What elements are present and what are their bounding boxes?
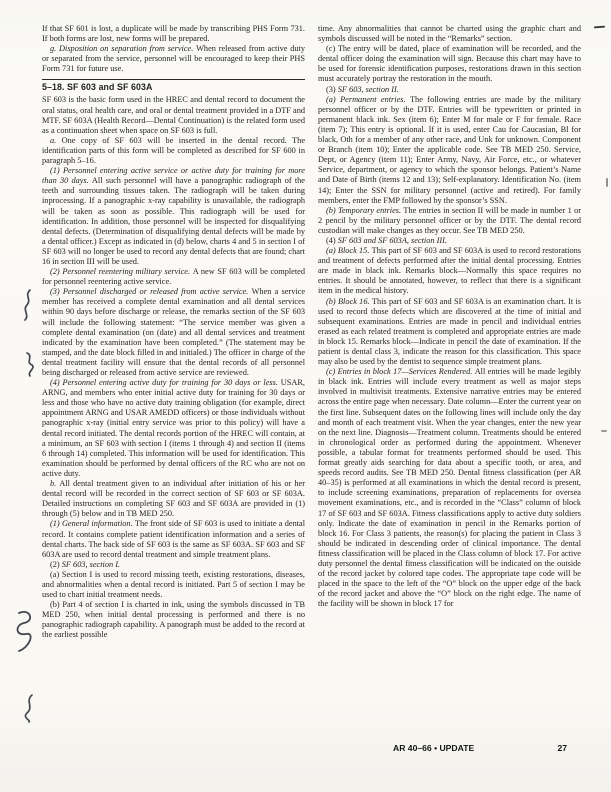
text-run: USAR, ARNG, and members who enter initial active duty for training for 30 days or less and those who have no active duty training obligation (for example, direct appointment ARNG and USAR AMEDD officers) or those individuals without panographic x-ray (initial entry service was prior to this policy) will have a dental record initiated. The dental records portion of the HREC will contain, at a minimum, an SF 603 with section I (items 1 through 4) and section II (items 6 through 14) completed. This information will be used for identification. This examination should be performed by dental officers of the RC who are not on active duty. (42, 378, 305, 478)
paragraph (42, 519, 305, 559)
text-run: The following entries are made by the military personnel officer or by the DTF. Entries will be typewritten or printed in permanent black ink. Sex (item 6); Enter M for male or F for female. Race (item 7); This entry is optional. If it is used, enter Cau for Caucasian, Bl for black, Oth for a member of any other race, and Unk for unknown. Component or Branch (item 10); Enter the applicable code. See TB MED 250. Service, Dept, or Agency (item 11); Enter Army, Navy, Air Force, etc., or whatever Service, department, or agency to which the sponsor belongs. Patient’s Name and Date of Birth (items 12 and 13); Self-explanatory. Identification No. (item 14); Enter the SSN for military personnel (active and retired). For family members, enter the FMP followed by the sponsor’s SSN. (318, 94, 581, 205)
emphasized-text: (2) Personnel reentering military service. (50, 267, 193, 277)
paragraph (318, 367, 581, 609)
footer-publication: AR 40–66 • UPDATE (393, 743, 475, 753)
text-run: This part of SF 603 and SF 603A is used to record restorations and treatment of defects performed after the initial dental processing. Entries are made in black ink. Remarks block—Normally this space requires no entries. It should be annotated, however, to reflect that there is a significant item in the medical history. (318, 246, 582, 296)
emphasized-text: (a) Block 15. (326, 246, 372, 256)
text-run: The front side of SF 603 is used to initiate a dental record. It contains complete patient identification information and a series of dental charts. The back side of SF 603 is the same as SF 603A. SF 603 and SF 603A are used to record dental treatment and simple treatment plans. (42, 519, 306, 559)
paragraph (42, 570, 305, 600)
emphasized-text: SF 603, section II. (337, 84, 399, 94)
section-rule (42, 79, 305, 80)
scan-artifact (606, 178, 608, 187)
paragraph (42, 378, 305, 479)
paragraph (318, 44, 581, 84)
paragraph (42, 479, 305, 519)
paragraph (318, 24, 581, 44)
footer-page-number: 27 (557, 743, 567, 753)
page-footer (0, 743, 611, 757)
text-column-right (318, 24, 581, 641)
paragraph (42, 287, 305, 378)
paragraph (42, 44, 305, 74)
text-run: The entries in section II will be made in number 1 or 2 pencil by the military personnel officer or by the DTF. The dental record custodian will make changes as they occur. See TB MED 250. (318, 205, 581, 235)
paragraph (42, 166, 305, 267)
paragraph (318, 206, 581, 236)
text-run: 5–18. SF 603 and SF 603A (42, 82, 153, 93)
emphasized-text: (a) Permanent entries. (326, 94, 410, 104)
text-run: (c) The entry will be dated, place of examination will be recorded, and the dental officer doing the examination will sign. Because this chart may have to be used for forensic identification purposes, restorations drawn in this section must accurately portray the restoration in the mouth. (318, 44, 581, 84)
text-run: All dental treatment given to an individual after initiation of his or her dental record will be recorded in the correct section of SF 603 or SF 603A. Detailed instructions on completing SF 603 and SF 603A are provided in (1) through (5) below and in TB MED 250. (42, 479, 305, 519)
page-body (42, 24, 581, 641)
text-run: When a service member has received a complete dental examination and all dental services within 90 days before discharge or release, the remarks section of the SF 603 will include the following statement: “The service member was given a complete dental examination (on (date) and all dental services and treatment indicated by the examination have been completed.” (The statement may be stamped, and the date block filled in and initialed.) The officer in charge of the dental treatment facility will ensure that the dental records of all personnel being discharged or released from active service are reviewed. (42, 287, 306, 377)
paragraph (42, 560, 305, 570)
text-run: All such personnel will have a panographic radiograph of the teeth and surrounding tissues taken. The radiograph will be taken during inprocessing. If a panographic x-ray capability is unavailable, the radiograph will be taken as soon as possible. This radiograph will be used for identification. In addition, those personnel will be inspected for disqualifying dental defects. (Determination of disqualifying dental defects will be made by a dental officer.) Except as indicated in (d) below, charts 4 and 5 in section I of SF 603 will no longer be used to record any dental defects that are found; chart 16 in section III will be used. (42, 176, 305, 266)
emphasized-text: SF 603, section I. (61, 559, 121, 569)
paragraph (42, 136, 305, 166)
text-run: One copy of SF 603 will be inserted in the dental record. The identification parts of this form will be completed as described for SF 600 in paragraph 5–16. (42, 135, 305, 166)
emphasized-text: SF 603 and SF 603A, section III. (337, 235, 447, 245)
text-run: time. Any abnormalities that cannot be charted using the graphic chart and symbols discussed will be noted in the “Remarks” section. (318, 24, 581, 44)
scan-artifact (601, 430, 607, 432)
emphasized-text: b. (50, 479, 60, 489)
text-run: A new SF 603 will be completed for personnel reentering active service. (42, 267, 306, 287)
paragraph (42, 600, 305, 640)
ink-scribble-icon (12, 608, 38, 654)
text-run: (2) (50, 559, 62, 569)
emphasized-text: (3) Personnel discharged or released from active service. (50, 287, 252, 297)
text-run: All entries will be made legibly in black ink. Entries will include every treatment as well as major steps involved in multivisit treatments. Extensive narrative entries may be entered across the entire page when necessary. Date column—Enter the current year on the first line. Subsequent dates on the following lines will include only the day and month of each treatment visit. When the year changes, enter the new year on the next line. Diagnosis—Treatment column. Treatments should be entered in chronological order as performed during the appointment. Whenever possible, a tabular format for treatments performed should be used. This format greatly aids searching for data about a specific tooth, or area, and speeds record audits. See TB MED 250. Dental fitness classification (per AR 40–35) is performed at all examinations in which the dental record is present, to include screening examinations, preparation of replacements for oversea movement examinations, etc., and is recorded in the “Class” column of block 17 of SF 603 and SF 603A. Fitness classifications apply to active duty soldiers only. Indicate the date of examination in pencil in the Remarks portion of block 16. For Class 3 patients, the reason(s) for placing the patient in Class 3 should be indicated in descending order of clinical importance. The dental fitness classification will be placed in the Class column of block 17. For active duty personnel the dental fitness classification will be indicated on the outside of the record jacket by colored tape codes. The appropriate tape code will be placed in the space to the left of the “O” block on the upper edge of the back of the record jacket and above the “O” block on the right edge. The name of the facility will be shown in block 17 for (318, 367, 582, 609)
text-run: (3) (326, 84, 338, 94)
text-run: This part of SF 603 and SF 603A is an examination chart. It is used to record those defects which are discovered at the time of initial and subsequent examinations. Entries are made in pencil and individual entries erased as each related treatment is completed and appropriate entries are made in block 15. Remarks block—Indicate in pencil the date of examination. If the patient is dental class 3, indicate the reason for this classification. This space may also be used by the dentist to sequence simple treatment plans. (318, 296, 581, 367)
paragraph (318, 95, 581, 206)
text-run: (b) Part 4 of section I is charted in ink, using the symbols discussed in TB MED 250, when initial dental processing is performed and there is no panographic radiograph capability. A panograph must be added to the record at the earliest possible (42, 600, 305, 640)
paragraph (42, 24, 305, 44)
paragraph (42, 267, 305, 287)
ink-scribble-icon (20, 288, 36, 322)
paragraph (318, 236, 581, 246)
paragraph (318, 85, 581, 95)
section-heading (42, 82, 305, 93)
text-column-left (42, 24, 305, 641)
text-run: (a) Section I is used to record missing teeth, existing restorations, diseases, and abnormalities when a dental record is initiated. Part 5 of section I may be used to chart initial treatment needs. (42, 569, 305, 600)
emphasized-text: g. Disposition on separation from service. (50, 44, 197, 54)
emphasized-text: a. (50, 135, 62, 145)
scan-artifact (594, 26, 605, 29)
emphasized-text: (4) Personnel entering active duty for training for 30 days or less. (50, 378, 281, 388)
text-run: SF 603 is the basic form used in the HREC and dental record to document the oral status, oral health care, and oral or dental treatment provided in a DTF and MTF. SF 603A (Health Record—Dental Continuation) is the related form used as a continuation sheet when space on SF 603 is full. (42, 95, 305, 135)
ink-scribble-icon (20, 693, 37, 724)
emphasized-text: (1) General information. (50, 519, 135, 529)
emphasized-text: (b) Temporary entries. (326, 205, 404, 215)
emphasized-text: (c) Entries in block 17—Services Rendered. (326, 367, 475, 377)
ink-scribble-icon (23, 350, 38, 378)
paragraph (42, 95, 305, 135)
paragraph (318, 297, 581, 368)
emphasized-text: (1) Personnel entering active service or active duty for training for more than 30 days. (42, 166, 305, 186)
emphasized-text: (b) Block 16. (326, 296, 372, 306)
paragraph (318, 246, 581, 296)
text-run: If that SF 601 is lost, a duplicate will be made by transcribing PHS Form 731. If both forms are lost, new forms will be prepared. (42, 24, 305, 44)
text-run: (4) (326, 235, 338, 245)
text-run: When released from active duty or separated from the service, personnel will be encouraged to keep their PHS Form 731 for future use. (42, 44, 306, 74)
